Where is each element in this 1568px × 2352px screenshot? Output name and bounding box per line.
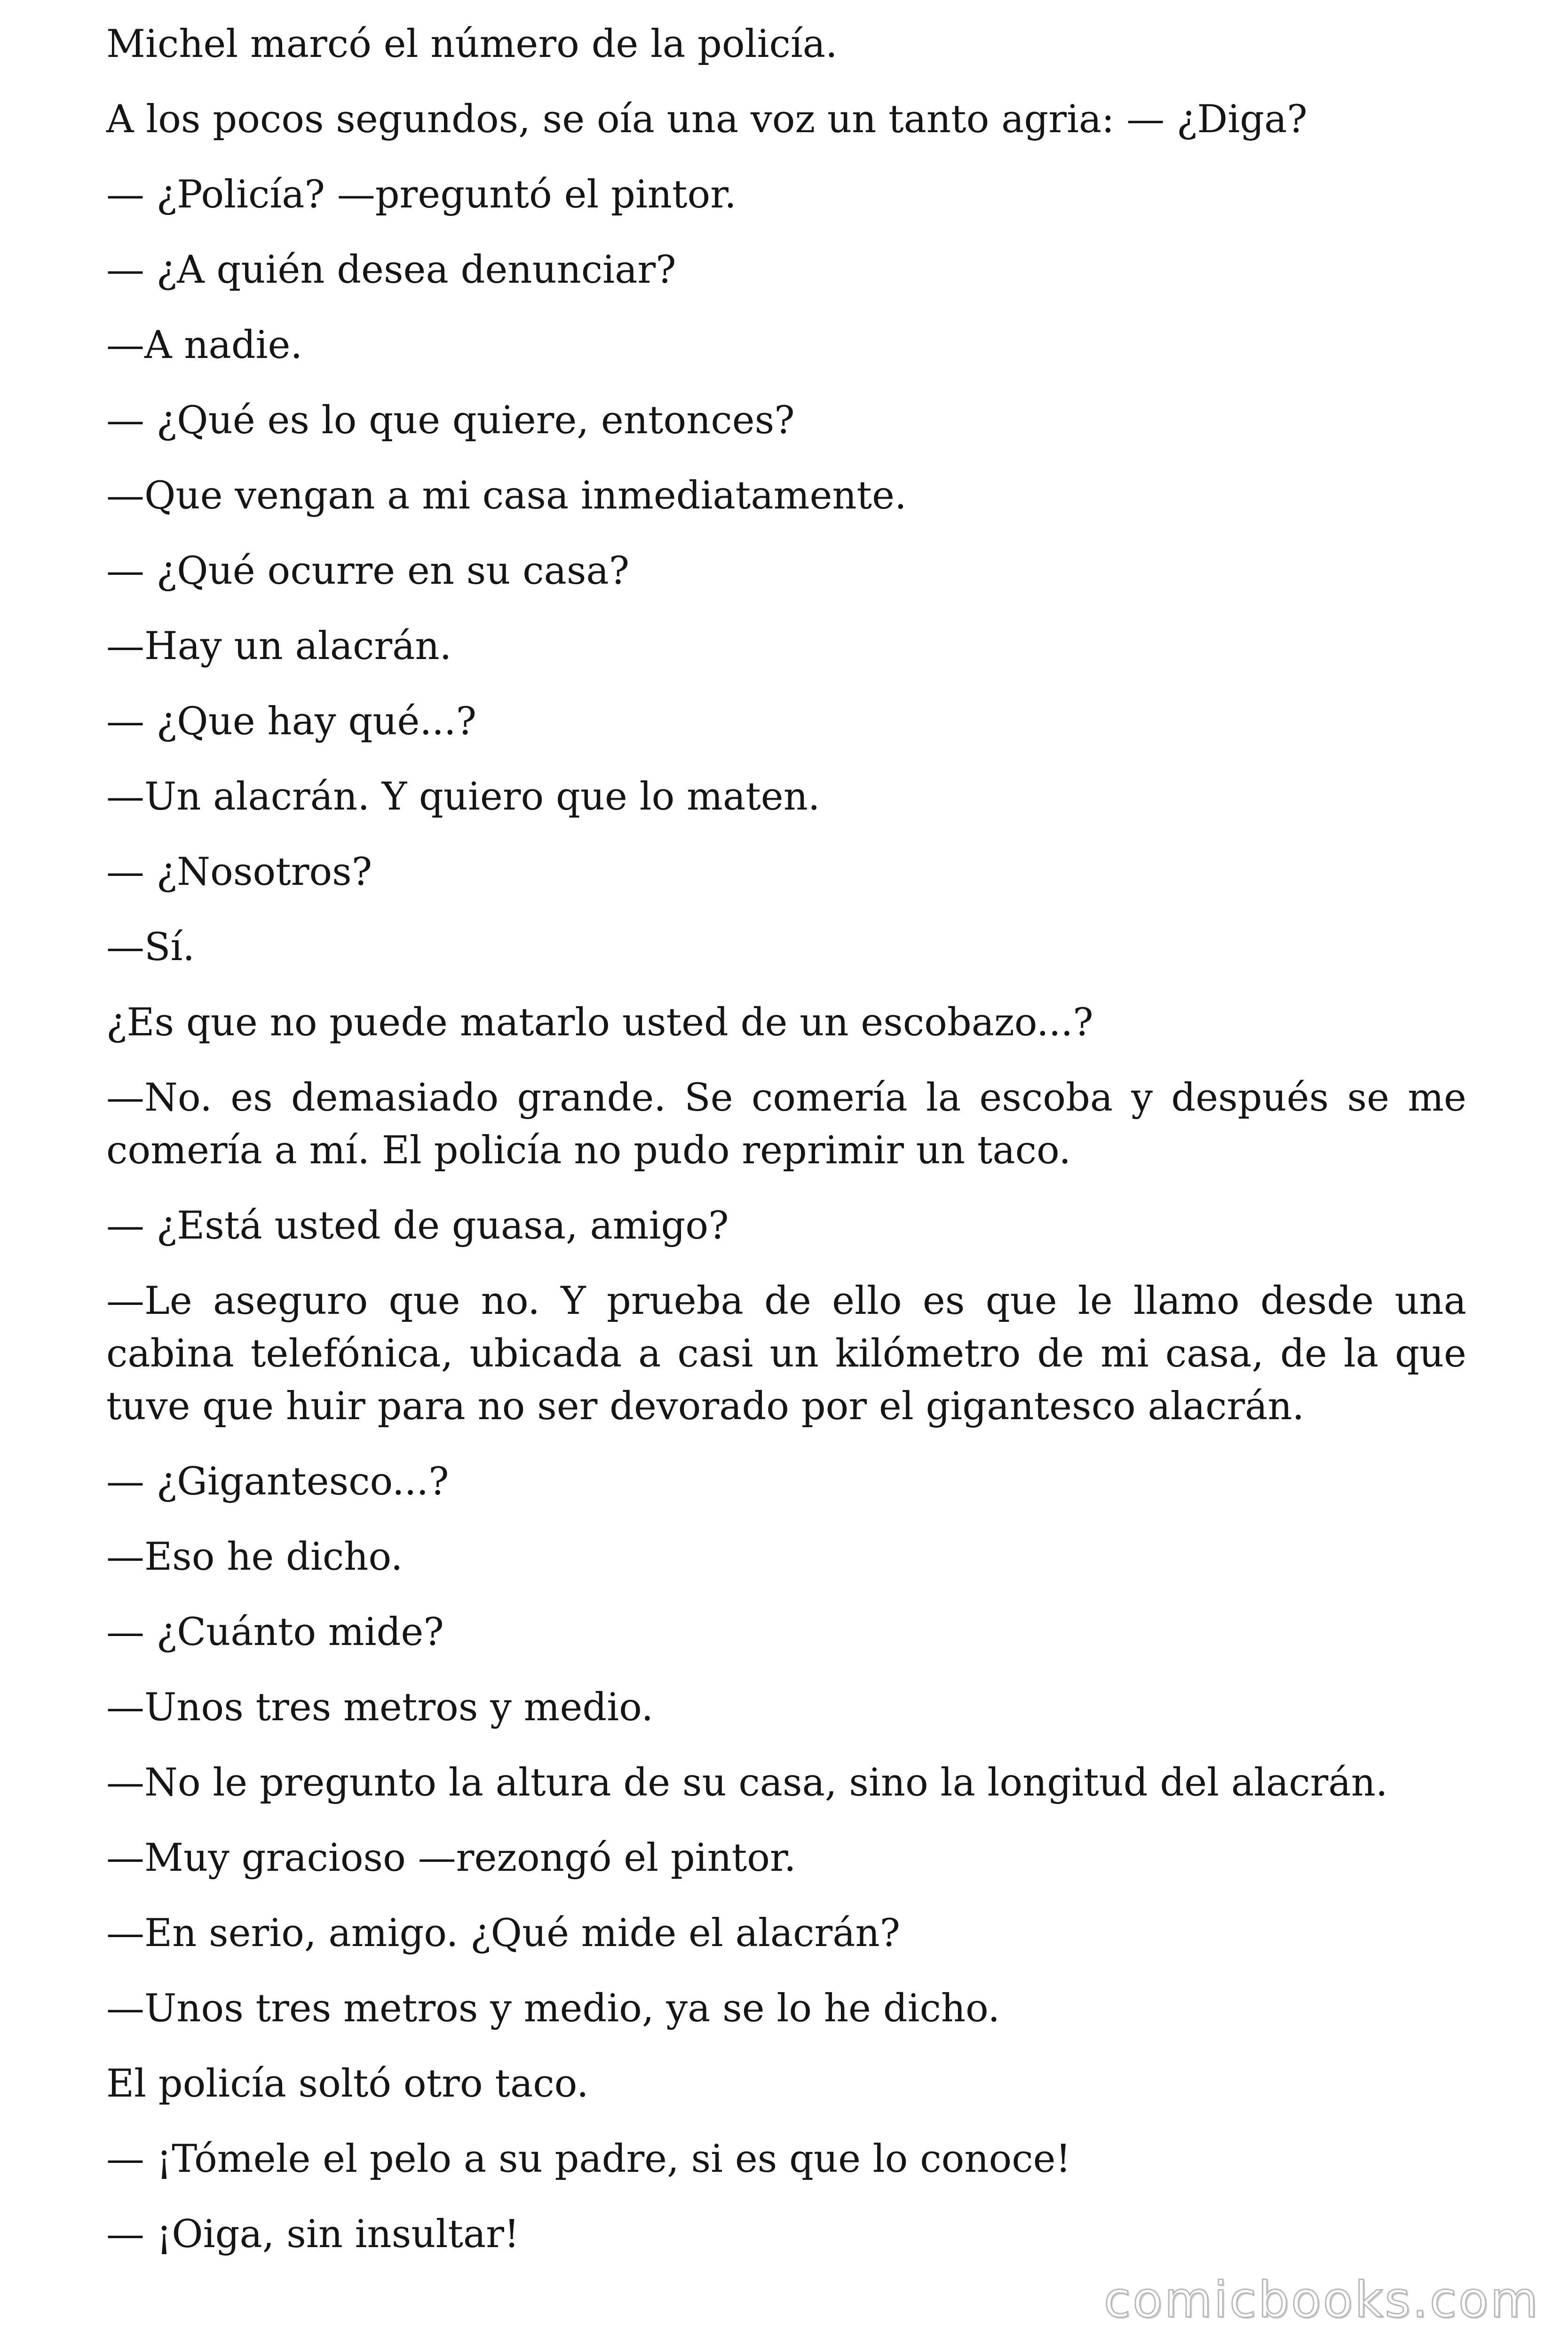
paragraph: — ¿Nosotros?: [106, 850, 372, 894]
paragraph: — ¿A quién desea denunciar?: [106, 248, 676, 292]
paragraph: —No le pregunto la altura de su casa, sino la longitud del alacrán.: [106, 1761, 1388, 1805]
paragraph: — ¿Policía? —preguntó el pintor.: [106, 173, 736, 217]
paragraph: Michel marcó el número de la policía.: [106, 22, 838, 66]
paragraph: —Muy gracioso —rezongó el pintor.: [106, 1836, 796, 1880]
paragraph: — ¿Cuánto mide?: [106, 1610, 444, 1654]
paragraph: — ¡Oiga, sin insultar!: [106, 2212, 520, 2257]
paragraph: ¿Es que no puede matarlo usted de un escobazo...?: [106, 1001, 1093, 1045]
paragraph: — ¡Tómele el pelo a su padre, si es que lo conoce!: [106, 2137, 1071, 2181]
watermark: comicbooks.com: [1103, 2271, 1540, 2328]
paragraph: —Unos tres metros y medio, ya se lo he dicho.: [106, 1986, 1000, 2031]
document-body: [106, 18, 1466, 2283]
paragraph: —Que vengan a mi casa inmediatamente.: [106, 474, 907, 518]
paragraph: —Un alacrán. Y quiero que lo maten.: [106, 775, 820, 819]
paragraph: —Eso he dicho.: [106, 1535, 403, 1579]
paragraph: — ¿Qué es lo que quiere, entonces?: [106, 398, 795, 443]
paragraph: —Unos tres metros y medio.: [106, 1685, 654, 1730]
paragraph: —En serio, amigo. ¿Qué mide el alacrán?: [106, 1911, 901, 1955]
paragraph: —A nadie.: [106, 323, 303, 367]
paragraph: A los pocos segundos, se oía una voz un tanto agria: — ¿Diga?: [106, 97, 1307, 142]
paragraph: —Sí.: [106, 925, 195, 969]
paragraph: —Hay un alacrán.: [106, 624, 452, 668]
paragraph: — ¿Está usted de guasa, amigo?: [106, 1204, 729, 1248]
paragraph: — ¿Gigantesco...?: [106, 1460, 449, 1504]
paragraph: — ¿Que hay qué...?: [106, 699, 477, 744]
paragraph: El policía soltó otro taco.: [106, 2062, 589, 2106]
paragraph: —No. es demasiado grande. Se comería la escoba y después se me comería a mí. El policía no pudo reprimir un taco.: [106, 1076, 1466, 1173]
paragraph: —Le aseguro que no. Y prueba de ello es que le llamo desde una cabina telefónica, ubicada a casi un kilómetro de mi casa, de la que tuve que huir para no ser devorado por el gigantesco alacrán.: [106, 1279, 1466, 1429]
paragraph: — ¿Qué ocurre en su casa?: [106, 549, 630, 593]
